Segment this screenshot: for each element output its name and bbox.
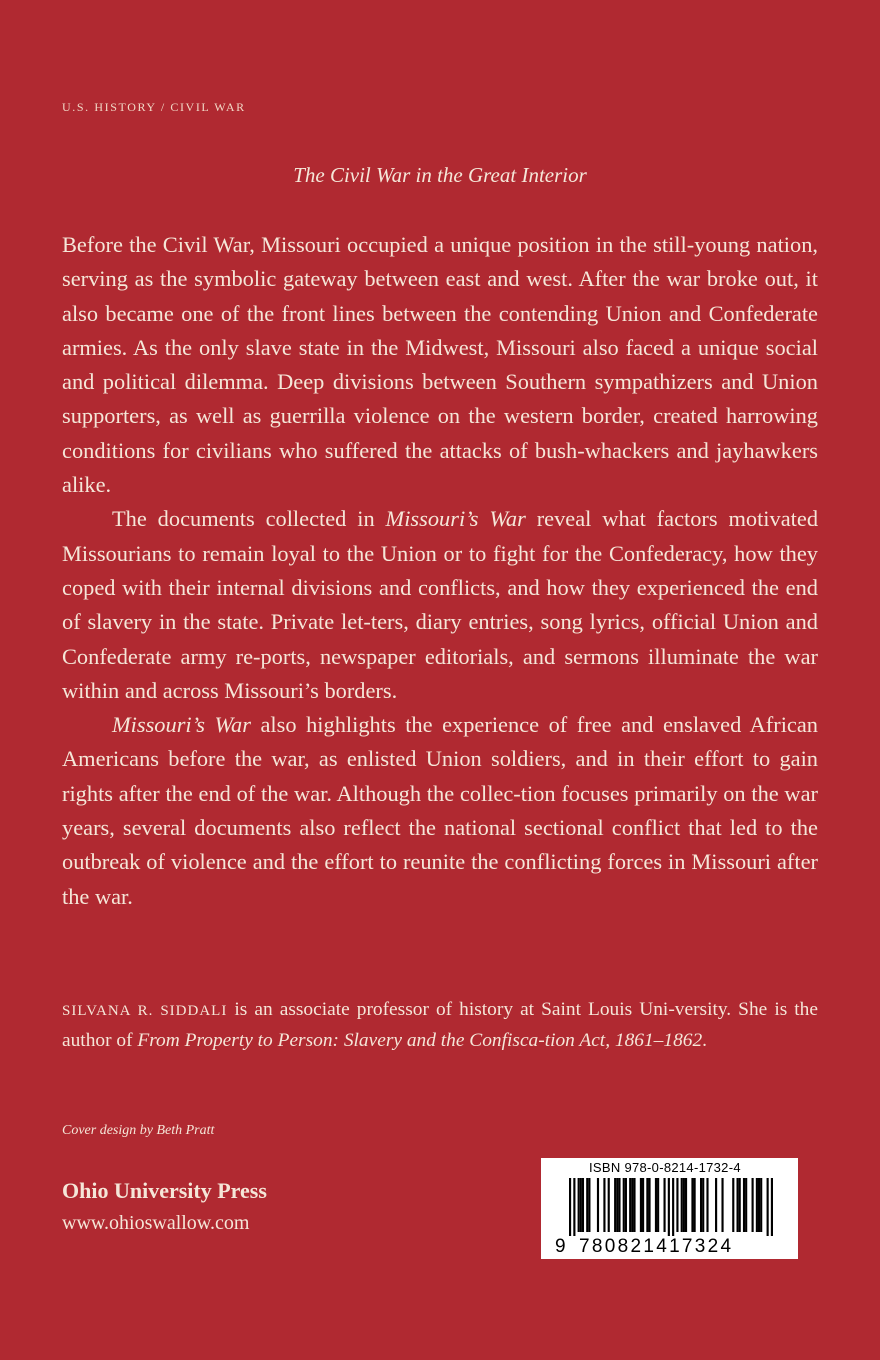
italic-title: Missouri’s War <box>112 712 251 738</box>
paragraph-2 <box>62 502 818 708</box>
author-bio-text: is an associate professor of history at Saint Louis Uni-versity. She is the author of <box>62 999 818 1051</box>
italic-title: Missouri’s War <box>385 506 526 532</box>
barcode-bar <box>732 1178 734 1232</box>
barcode-bar <box>745 1178 747 1232</box>
barcode <box>541 1158 798 1259</box>
barcode-bar <box>676 1178 678 1232</box>
description <box>62 228 818 914</box>
barcode-bar <box>578 1178 580 1232</box>
barcode-bar <box>597 1178 599 1232</box>
barcode-bar <box>771 1178 773 1236</box>
barcode-bar <box>694 1178 696 1232</box>
barcode-bar <box>736 1178 738 1232</box>
author-name: SILVANA R. SIDDALI <box>62 1003 228 1019</box>
barcode-bar <box>767 1178 769 1236</box>
barcode-bar <box>702 1178 704 1232</box>
paragraph-3 <box>62 708 818 914</box>
barcode-bars <box>569 1178 773 1236</box>
paragraph-1 <box>62 228 818 502</box>
barcode-bar <box>616 1178 618 1232</box>
barcode-bar <box>603 1178 605 1232</box>
barcode-bar <box>683 1178 685 1232</box>
barcode-bar <box>700 1178 702 1232</box>
barcode-bar <box>657 1178 659 1232</box>
barcode-bar <box>685 1178 687 1232</box>
barcode-bar <box>743 1178 745 1232</box>
barcode-bar <box>588 1178 590 1232</box>
barcode-bar <box>715 1178 717 1232</box>
isbn-lead-digit: 9 <box>555 1236 568 1257</box>
barcode-bar <box>625 1178 627 1232</box>
barcode-bar <box>642 1178 644 1232</box>
text-run: The documents collected in <box>112 506 386 532</box>
barcode-bar <box>739 1178 741 1232</box>
barcode-bar <box>633 1178 635 1232</box>
text-run: also highlights the experience of free and enslaved African Americans before the war, as enlisted Union soldiers, and in their effort to gain rights after the end of the war. Although the collec-tion focuses primarily on the war years, several documents also reflect the national sectional conflict that led to the outbreak of violence and the effort to reunite the conflicting forces in Missouri after the war. <box>62 712 818 909</box>
barcode-bar <box>646 1178 648 1232</box>
barcode-bar <box>580 1178 582 1232</box>
barcode-bar <box>760 1178 762 1232</box>
barcode-bar <box>608 1178 610 1232</box>
barcode-bar <box>573 1178 575 1236</box>
publisher-website[interactable]: www.ohioswallow.com <box>62 1212 250 1234</box>
barcode-bar <box>648 1178 650 1232</box>
barcode-bar <box>721 1178 723 1232</box>
barcode-bar <box>668 1178 670 1236</box>
author-book-title: From Property to Person: Slavery and the Confisca-tion Act, 1861–1862 <box>137 1030 703 1051</box>
cover-credit: Cover design by Beth Pratt <box>62 1123 215 1138</box>
barcode-bar <box>640 1178 642 1232</box>
isbn-label: ISBN 978-0-8214-1732-4 <box>589 1160 741 1175</box>
barcode-bar <box>569 1178 571 1236</box>
barcode-bar <box>758 1178 760 1232</box>
publisher-name: Ohio University Press <box>62 1178 267 1203</box>
barcode-bar <box>623 1178 625 1232</box>
text-run: reveal what factors motivated Missourians to remain loyal to the Union or to fight for the Confederacy, how they coped with their internal divisions and conflicts, and how they experienced the end of slavery in the state. Private let-ters, diary entries, song lyrics, official Union and Confederate army re-ports, newspaper editorials, and sermons illuminate the war within and across Missouri’s borders. <box>62 506 819 703</box>
barcode-bar <box>706 1178 708 1232</box>
series-title: The Civil War in the Great Interior <box>293 163 587 187</box>
barcode-bar <box>663 1178 665 1232</box>
barcode-bar <box>582 1178 584 1232</box>
barcode-bar <box>691 1178 693 1232</box>
barcode-bar <box>614 1178 616 1232</box>
barcode-bar <box>618 1178 620 1232</box>
barcode-bar <box>681 1178 683 1232</box>
barcode-bar <box>756 1178 758 1232</box>
barcode-bar <box>631 1178 633 1232</box>
author-bio-end: . <box>702 1030 708 1051</box>
barcode-bar <box>629 1178 631 1232</box>
isbn-digit-string: 780821417324 <box>579 1236 734 1257</box>
barcode-bar <box>586 1178 588 1232</box>
author-bio <box>62 995 818 1056</box>
barcode-bar <box>752 1178 754 1232</box>
category-label: U.S. HISTORY / CIVIL WAR <box>62 100 246 114</box>
text-run: Before the Civil War, Missouri occupied a unique position in the still-young nation, serving as the symbolic gateway between east and west. After the war broke out, it also became one of the front lines between the contending Union and Confederate armies. As the only slave state in the Midwest, Missouri also faced a unique social and political dilemma. Deep divisions between Southern sympathizers and Union supporters, as well as guerrilla violence on the western border, created harrowing conditions for civilians who suffered the attacks of bush-whackers and jayhawkers alike. <box>62 232 818 498</box>
barcode-bar <box>655 1178 657 1232</box>
barcode-bar <box>672 1178 674 1236</box>
